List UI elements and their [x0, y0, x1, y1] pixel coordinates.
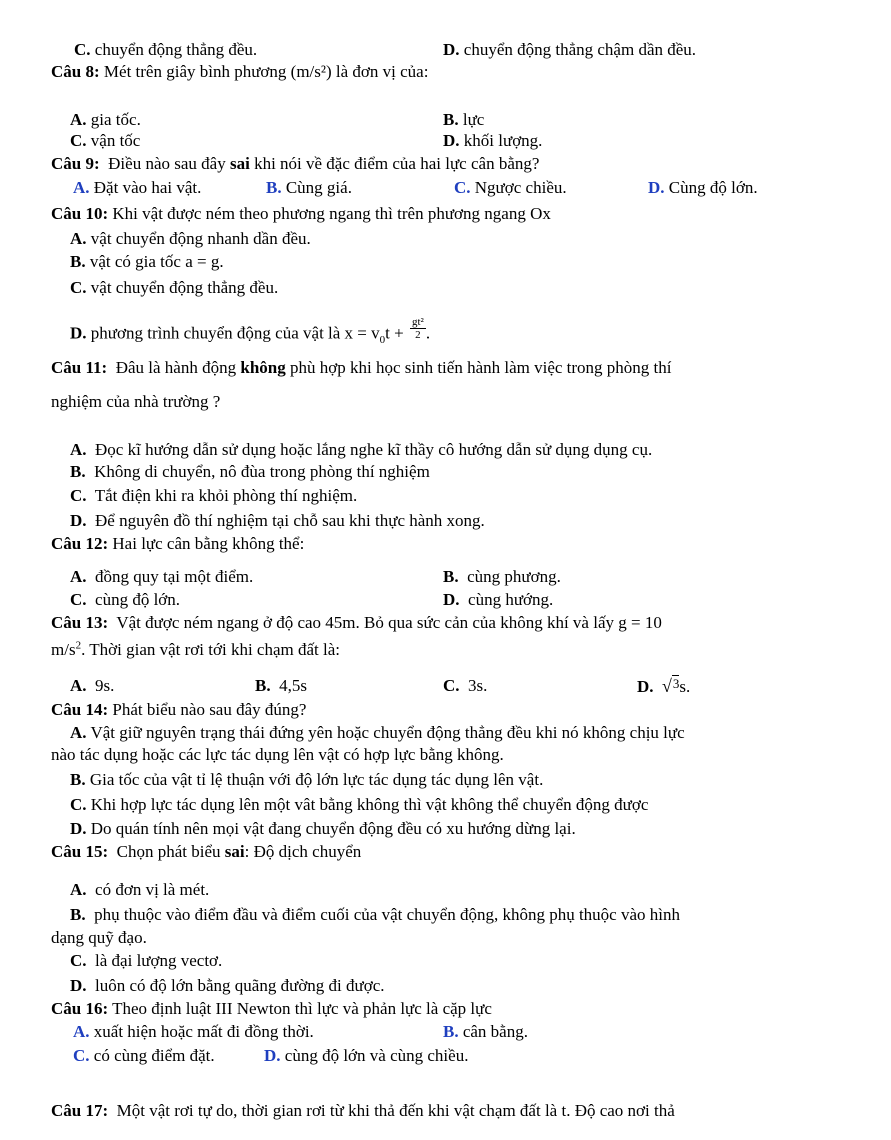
- q16-answer-a: A. xuất hiện hoặc mất đi đồng thời.: [73, 1022, 314, 1041]
- q12-answer-d: D. cùng hướng.: [443, 590, 554, 609]
- q14-answer-c: C. Khi hợp lực tác dụng lên một vât bằng không thì vật không thể chuyển động được: [70, 795, 649, 814]
- q15-answer-b-line2: dạng quỹ đạo.: [51, 928, 147, 947]
- square-root: √$^3$: [662, 676, 680, 696]
- question-11-line2: nghiệm của nhà trường ?: [51, 392, 221, 411]
- q12-answer-c: C. cùng độ lớn.: [70, 590, 181, 609]
- question-14: Câu 14: Phát biểu nào sau đây đúng?: [51, 700, 307, 719]
- q10-answer-c: C. vật chuyển động thẳng đều.: [70, 278, 279, 297]
- q13-answer-c: C. 3s.: [443, 676, 488, 695]
- question-11: Câu 11: Đâu là hành động không phù hợp khi học sinh tiến hành làm việc trong phòng thí: [51, 358, 672, 377]
- q14-answer-a: A. Vật giữ nguyên trạng thái đứng yên hoặc chuyển động thẳng đều khi nó không chịu lực: [70, 723, 685, 742]
- question-15: Câu 15: Chọn phát biểu sai: Độ dịch chuyển: [51, 842, 362, 861]
- q10-answer-a: A. vật chuyển động nhanh dần đều.: [70, 229, 311, 248]
- q11-answer-c: C. Tắt điện khi ra khỏi phòng thí nghiệm.: [70, 486, 358, 505]
- q14-answer-d: D. Do quán tính nên mọi vật đang chuyển động đều có xu hướng dừng lại.: [70, 819, 576, 838]
- question-10: Câu 10: Khi vật được ném theo phương ngang thì trên phương ngang Ox: [51, 204, 551, 223]
- question-13-line2: $m/s^2$. Thời gian vật rơi tới khi chạm đất là:: [51, 639, 340, 659]
- question-8: Câu 8: Mét trên giây bình phương (m/s²) là đơn vị của:: [51, 62, 429, 81]
- q14-answer-a-line2: nào tác dụng hoặc các lực tác dụng lên vật có hợp lực bằng không.: [51, 745, 504, 764]
- q12-answer-a: A. đồng quy tại một điểm.: [70, 567, 254, 586]
- q8-answer-d: D. khối lượng.: [443, 131, 543, 150]
- q13-answer-a: A. 9s.: [70, 676, 115, 695]
- q12-answer-b: B. cùng phương.: [443, 567, 561, 586]
- q16-answer-b: B. cân bằng.: [443, 1022, 528, 1041]
- q14-answer-b: B. Gia tốc của vật tỉ lệ thuận với độ lớn lực tác dụng tác dụng lên vật.: [70, 770, 544, 789]
- q9-answer-b: B. Cùng giá.: [266, 178, 352, 197]
- q10-answer-d: D. phương trình chuyển động của vật là $x = v_0t$ + $\frac{\text{gt²}}{2}$ .: [70, 316, 431, 346]
- q10-answer-b: B. vật có gia tốc a = g.: [70, 252, 224, 271]
- question-17: Câu 17: Một vật rơi tự do, thời gian rơi từ khi thả đến khi vật chạm đất là t. Độ cao nơi thả: [51, 1101, 675, 1120]
- question-13: Câu 13: Vật được ném ngang ở độ cao 45m. Bỏ qua sức cản của không khí và lấy g = 10: [51, 613, 662, 632]
- fraction-gt2-over-2: $\frac{\text{gt²}}{2}$: [411, 316, 424, 341]
- q11-answer-b: B. Không di chuyển, nô đùa trong phòng thí nghiệm: [70, 462, 430, 481]
- q15-answer-a: A. có đơn vị là mét.: [70, 880, 210, 899]
- q9-answer-c: C. Ngược chiều.: [454, 178, 567, 197]
- q16-answer-d: D. cùng độ lớn và cùng chiều.: [264, 1046, 469, 1065]
- question-12: Câu 12: Hai lực cân bằng không thể:: [51, 534, 305, 553]
- q8-answer-a: A. gia tốc.: [70, 110, 141, 129]
- q15-answer-b: B. phụ thuộc vào điểm đầu và điểm cuối của vật chuyển động, không phụ thuộc vào hình: [70, 905, 680, 924]
- answer-d-prev: D. chuyển động thẳng chậm dần đều.: [443, 40, 697, 59]
- q8-answer-c: C. vận tốc: [70, 131, 141, 150]
- q8-answer-b: B. lực: [443, 110, 485, 129]
- question-9: Câu 9: Điều nào sau đây sai khi nói về đặc điểm của hai lực cân bằng?: [51, 154, 540, 173]
- q15-answer-d: D. luôn có độ lớn bằng quãng đường đi được.: [70, 976, 385, 995]
- q16-answer-c: C. có cùng điểm đặt.: [73, 1046, 215, 1065]
- q13-answer-b: B. 4,5s: [255, 676, 307, 695]
- question-16: Câu 16: Theo định luật III Newton thì lực và phản lực là cặp lực: [51, 999, 492, 1018]
- answer-c-prev: C. chuyển động thẳng đều.: [74, 40, 258, 59]
- q13-answer-d: D. √$^3$s.: [637, 676, 691, 696]
- q11-answer-a: A. Đọc kĩ hướng dẫn sử dụng hoặc lắng nghe kĩ thầy cô hướng dẫn sử dụng dụng cụ.: [70, 440, 653, 459]
- q15-answer-c: C. là đại lượng vectơ.: [70, 951, 223, 970]
- q9-answer-a: A. Đặt vào hai vật.: [73, 178, 202, 197]
- q11-answer-d: D. Để nguyên đồ thí nghiệm tại chỗ sau khi thực hành xong.: [70, 511, 485, 530]
- q9-answer-d: D. Cùng độ lớn.: [648, 178, 758, 197]
